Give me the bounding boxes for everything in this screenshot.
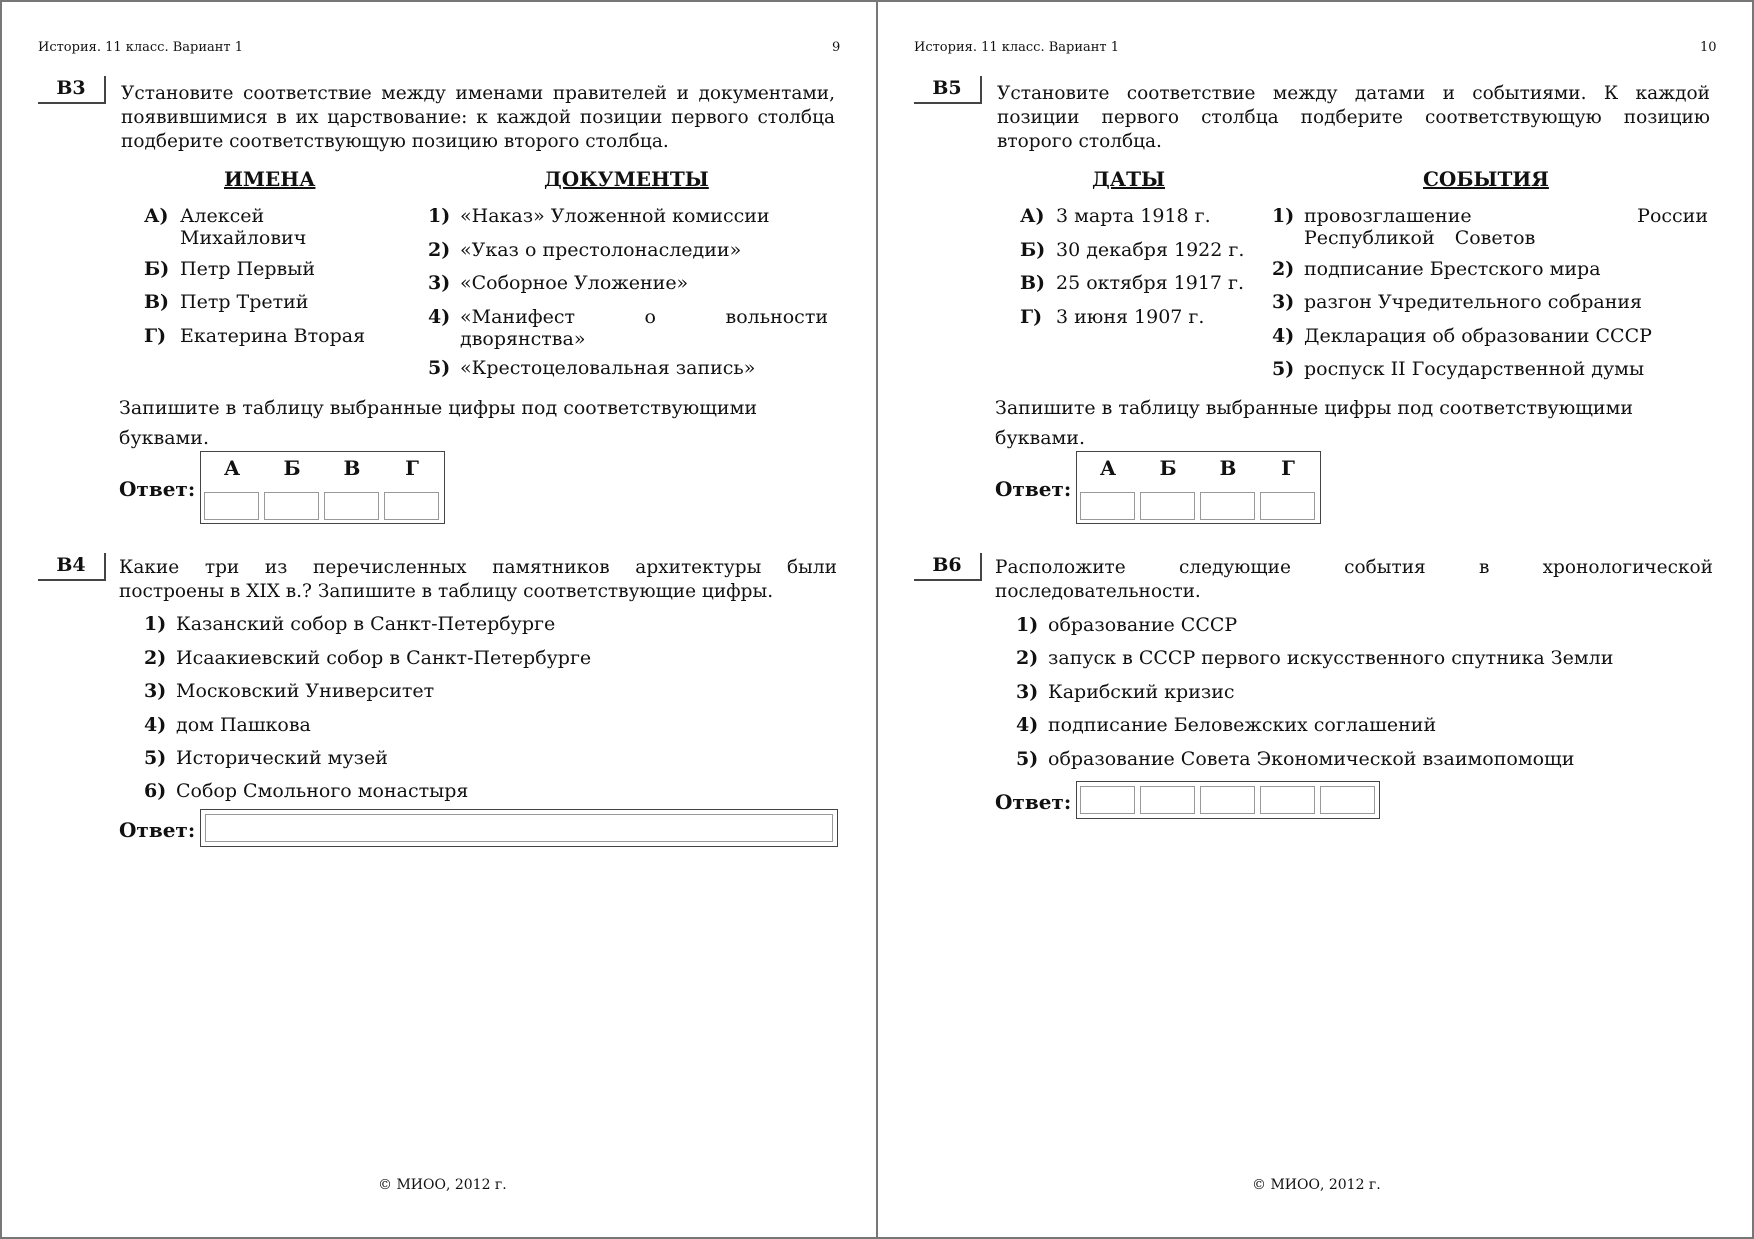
left-page	[0, 0, 876, 1239]
item-number: 4)	[144, 714, 167, 736]
item-letter: А)	[144, 205, 169, 227]
item-text: Екатерина Вторая	[180, 325, 366, 347]
page-footer: © МИОО, 2012 г.	[378, 1177, 507, 1193]
item-text: Исторический музей	[176, 747, 388, 769]
item-text: 25 октября 1917 г.	[1056, 272, 1245, 294]
question-line: появившимися в их царствование: к каждой позиции первого столбца	[121, 107, 835, 128]
item-number: 4)	[1016, 714, 1039, 736]
question-label-b3: В3	[38, 76, 106, 104]
item-number: 6)	[144, 780, 167, 802]
item-number: 3)	[1016, 681, 1039, 703]
answer-header: А	[1099, 456, 1117, 480]
list-item	[144, 325, 384, 347]
item-text: роспуск II Государственной думы	[1304, 358, 1645, 380]
answer-cell[interactable]	[1200, 492, 1255, 520]
question-text-b3	[121, 82, 835, 154]
item-text: «Наказ» Уложенной комиссии	[460, 205, 770, 227]
list-item	[144, 714, 744, 736]
list-item	[1016, 647, 1696, 669]
item-letter: А)	[1020, 205, 1045, 227]
answer-header: В	[343, 456, 361, 480]
item-text: «Крестоцеловальная запись»	[460, 357, 756, 379]
question-line: второго столбца.	[997, 131, 1162, 152]
list-item	[144, 747, 744, 769]
answer-header: Г	[1281, 456, 1295, 480]
item-letter: Г)	[1020, 306, 1043, 328]
list-item	[1020, 205, 1260, 227]
question-line: последовательности.	[995, 581, 1201, 602]
answer-field-b4[interactable]	[200, 809, 838, 847]
question-line: Установите соответствие между именами правителей и документами,	[121, 83, 835, 104]
item-number: 3)	[1272, 291, 1295, 313]
list-item	[144, 780, 744, 802]
page-number: 10	[1700, 40, 1717, 55]
column-heading-events: СОБЫТИЯ	[1423, 167, 1549, 191]
list-item	[144, 291, 384, 313]
question-label-b5: В5	[914, 76, 982, 104]
item-text: подписание Беловежских соглашений	[1048, 714, 1437, 736]
item-number: 2)	[1272, 258, 1295, 280]
item-number: 5)	[144, 747, 167, 769]
item-text: образование Совета Экономической взаимопомощи	[1048, 748, 1575, 770]
answer-label: Ответ:	[995, 477, 1072, 501]
item-text: «Соборное Уложение»	[460, 272, 689, 294]
item-number: 2)	[1016, 647, 1039, 669]
list-item	[1272, 291, 1708, 313]
item-letter: В)	[144, 291, 170, 313]
item-number: 3)	[428, 272, 451, 294]
list-item	[1020, 272, 1260, 294]
item-letter: Б)	[1020, 239, 1046, 261]
item-letter: Г)	[144, 325, 167, 347]
answer-header: Б	[283, 456, 301, 480]
answer-header: В	[1219, 456, 1237, 480]
item-text: запуск в СССР первого искусственного спутника Земли	[1048, 647, 1614, 669]
item-letter: В)	[1020, 272, 1046, 294]
list-item	[1272, 258, 1708, 280]
item-number: 5)	[1016, 748, 1039, 770]
list-item	[144, 647, 744, 669]
list-item	[144, 680, 744, 702]
item-text: «Манифест о вольности дворянства»	[460, 306, 828, 350]
item-text: Исаакиевский собор в Санкт-Петербурге	[176, 647, 592, 669]
question-line: Установите соответствие между датами и событиями. К каждой	[997, 83, 1710, 104]
item-text: подписание Брестского мира	[1304, 258, 1601, 280]
list-item	[1272, 325, 1708, 347]
page-header: История. 11 класс. Вариант 1	[38, 40, 244, 55]
item-text: разгон Учредительного собрания	[1304, 291, 1643, 313]
answer-table-b5	[1076, 451, 1321, 524]
right-page	[878, 0, 1754, 1239]
list-item	[1016, 748, 1696, 770]
item-text: Петр Первый	[180, 258, 315, 280]
list-item	[428, 205, 828, 227]
item-number: 1)	[144, 613, 167, 635]
answer-cell[interactable]	[1260, 786, 1315, 814]
column-heading-names: ИМЕНА	[224, 167, 316, 191]
item-number: 4)	[428, 306, 451, 328]
item-text: Карибский кризис	[1048, 681, 1235, 703]
answer-header: Г	[405, 456, 419, 480]
item-text: дом Пашкова	[176, 714, 311, 736]
answer-table-b6	[1076, 781, 1380, 819]
answer-cell[interactable]	[1260, 492, 1315, 520]
answer-cell[interactable]	[384, 492, 439, 520]
item-text: Собор Смольного монастыря	[176, 780, 469, 802]
answer-header: Б	[1159, 456, 1177, 480]
instruction-line: буквами.	[119, 427, 209, 449]
list-item	[144, 205, 324, 249]
answer-cell[interactable]	[204, 492, 259, 520]
answer-cell[interactable]	[264, 492, 319, 520]
question-label-b6: В6	[914, 553, 982, 581]
instruction-text	[119, 393, 757, 453]
answer-label: Ответ:	[119, 818, 196, 842]
item-number: 1)	[1016, 614, 1039, 636]
answer-cell[interactable]	[1080, 492, 1135, 520]
answer-field-inner	[205, 814, 833, 842]
question-text-b6	[995, 556, 1713, 604]
question-line: подберите соответствующую позицию второго столбца.	[121, 131, 669, 152]
item-number: 5)	[428, 357, 451, 379]
answer-cell[interactable]	[1140, 492, 1195, 520]
instruction-line: Запишите в таблицу выбранные цифры под соответствующими	[119, 397, 758, 419]
list-item	[428, 272, 828, 294]
item-text: 30 декабря 1922 г.	[1056, 239, 1245, 261]
page-footer: © МИОО, 2012 г.	[1252, 1177, 1381, 1193]
item-number: 2)	[428, 239, 451, 261]
item-letter: Б)	[144, 258, 170, 280]
answer-cell[interactable]	[1080, 786, 1135, 814]
item-text: 3 марта 1918 г.	[1056, 205, 1211, 227]
question-line: позиции первого столбца подберите соответствующую позицию	[997, 107, 1710, 128]
instruction-line: буквами.	[995, 427, 1085, 449]
answer-cell[interactable]	[1200, 786, 1255, 814]
list-item	[1272, 358, 1708, 380]
answer-cell[interactable]	[324, 492, 379, 520]
list-item	[428, 306, 828, 350]
list-item	[144, 258, 384, 280]
answer-header: А	[223, 456, 241, 480]
item-text: Алексей Михайлович	[180, 205, 307, 249]
instruction-line: Запишите в таблицу выбранные цифры под соответствующими	[995, 397, 1634, 419]
answer-label: Ответ:	[119, 477, 196, 501]
column-heading-dates: ДАТЫ	[1092, 167, 1165, 191]
question-label-b4: В4	[38, 553, 106, 581]
item-text: Московский Университет	[176, 680, 435, 702]
item-text: образование СССР	[1048, 614, 1238, 636]
list-item	[1020, 306, 1260, 328]
item-number: 1)	[428, 205, 451, 227]
page-header: История. 11 класс. Вариант 1	[914, 40, 1120, 55]
item-number: 1)	[1272, 205, 1295, 227]
item-text: «Указ о престолонаследии»	[460, 239, 742, 261]
item-number: 2)	[144, 647, 167, 669]
list-item	[428, 357, 828, 379]
question-line: Расположите следующие события в хронологической	[995, 557, 1713, 578]
item-text: Декларация об образовании СССР	[1304, 325, 1652, 347]
question-line: построены в XIX в.? Запишите в таблицу соответствующие цифры.	[119, 581, 774, 602]
question-line: Какие три из перечисленных памятников архитектуры были	[119, 557, 837, 578]
answer-cell[interactable]	[1320, 786, 1375, 814]
item-text: провозглашение России Республикой Советов	[1304, 205, 1708, 249]
answer-label: Ответ:	[995, 790, 1072, 814]
column-heading-documents: ДОКУМЕНТЫ	[544, 167, 709, 191]
question-text-b4	[119, 556, 837, 604]
page-number: 9	[832, 40, 841, 55]
item-text: 3 июня 1907 г.	[1056, 306, 1205, 328]
list-item	[1020, 239, 1260, 261]
instruction-text	[995, 393, 1633, 453]
item-number: 5)	[1272, 358, 1295, 380]
item-text: Петр Третий	[180, 291, 309, 313]
item-number: 3)	[144, 680, 167, 702]
list-item	[1272, 205, 1708, 249]
list-item	[1016, 614, 1696, 636]
list-item	[428, 239, 828, 261]
answer-cell[interactable]	[1140, 786, 1195, 814]
item-text: Казанский собор в Санкт-Петербурге	[176, 613, 556, 635]
item-number: 4)	[1272, 325, 1295, 347]
question-text-b5	[997, 82, 1710, 154]
list-item	[1016, 681, 1696, 703]
list-item	[144, 613, 744, 635]
list-item	[1016, 714, 1696, 736]
answer-table-b3	[200, 451, 445, 524]
